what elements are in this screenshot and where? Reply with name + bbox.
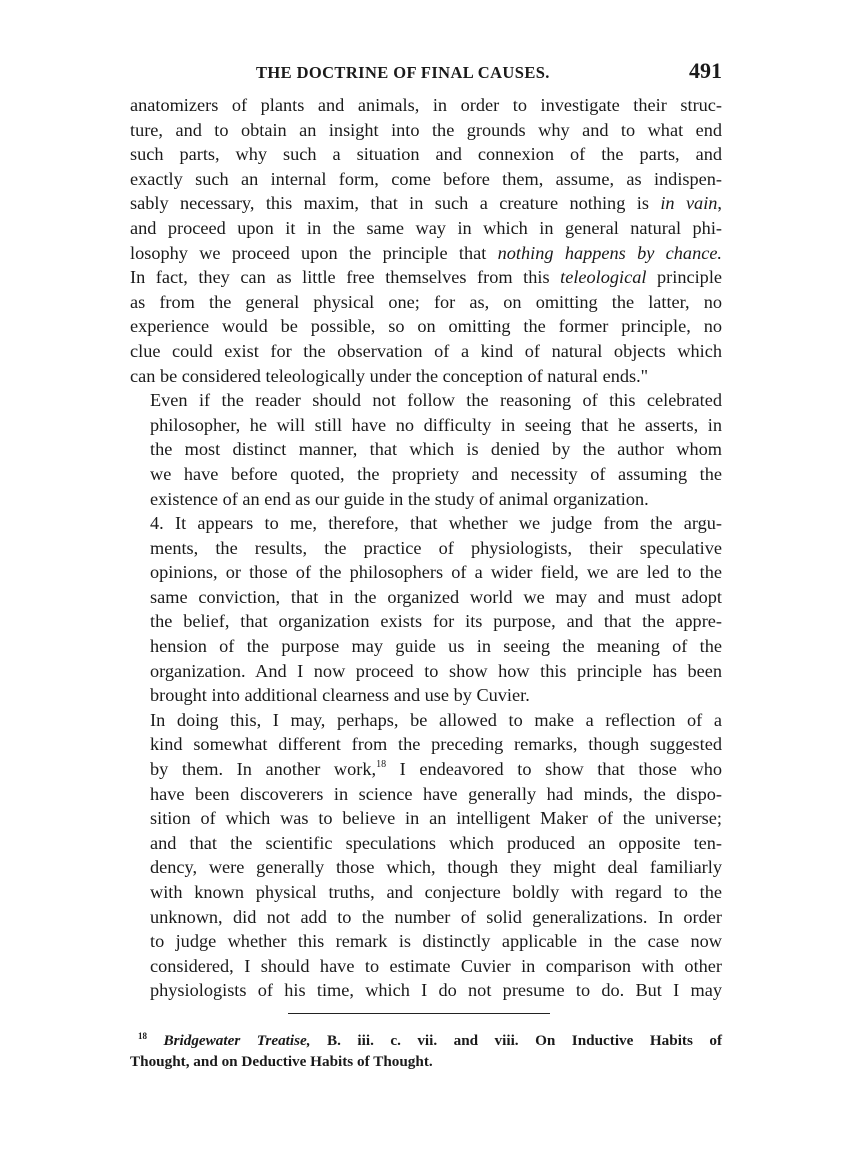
text-line [130, 339, 722, 364]
footnote [130, 1030, 722, 1072]
footnote-reference: 18 [376, 759, 387, 771]
text-run: unknown, did not add to the number of solid generalizations. In order [150, 906, 722, 927]
text-run: I endeavored to show that those who [386, 759, 723, 780]
text-run: philosopher, he will still have no difficulty in seeing that he asserts, in [150, 414, 722, 435]
text-run: physiologists of his time, which I do not presume to do. But I may [150, 980, 722, 1001]
text-line [130, 683, 722, 708]
text-run: sably necessary, this maxim, that in such a creature nothing is [130, 193, 661, 214]
text-run: In doing this, I may, perhaps, be allowed to make a reflection of a [150, 709, 722, 730]
text-line [130, 929, 722, 954]
text-run: dency, were generally those which, though they might deal familiarly [150, 857, 722, 878]
italic-text: nothing happens by chance. [497, 242, 723, 263]
text-run: sition of which was to believe in an intelligent Maker of the universe; [150, 808, 722, 829]
text-run: the belief, that organization exists for its purpose, and that the appre- [150, 611, 722, 632]
book-page [130, 58, 722, 1072]
text-run: same conviction, that in the organized world we may and must adopt [150, 586, 722, 607]
text-run: B. iii. c. vii. and viii. On Inductive Habits of [310, 1031, 723, 1049]
text-line [130, 585, 722, 610]
text-line [130, 782, 722, 807]
footnote-marker: 18 [138, 1030, 147, 1041]
text-run: with known physical truths, and conjecture boldly with regard to the [150, 882, 722, 902]
text-line [130, 609, 722, 634]
text-run: existence of an end as our guide in the study of animal organization. [150, 488, 649, 509]
text-line [130, 831, 722, 856]
text-run: hension of the purpose may guide us in seeing the meaning of the [150, 636, 722, 657]
text-line [130, 142, 722, 167]
text-run: 4. It appears to me, therefore, that whether we judge from the argu- [150, 513, 722, 534]
text-run: ture, and to obtain an insight into the grounds why and to what end [130, 119, 722, 140]
paragraph [130, 93, 722, 388]
text-line [130, 757, 722, 782]
text-run: anatomizers of plants and animals, in order to investigate their struc- [130, 95, 722, 115]
text-line [130, 167, 722, 192]
text-run: experience would be possible, so on omitting the former principle, no [130, 316, 722, 337]
paragraph [130, 511, 722, 708]
text-line [130, 93, 722, 118]
text-run: have been discoverers in science have generally had minds, the dispo- [150, 783, 722, 804]
text-run: ments, the results, the practice of physiologists, their speculative [150, 537, 722, 558]
text-line [130, 511, 722, 536]
text-line [130, 905, 722, 930]
footnote-rule [288, 1013, 550, 1014]
text-line [130, 413, 722, 438]
running-title: THE DOCTRINE OF FINAL CAUSES. [256, 63, 550, 82]
text-line [130, 978, 722, 1003]
text-run: In fact, they can as little free themselves from this [130, 267, 561, 288]
text-line [130, 659, 722, 684]
text-run: clue could exist for the observation of a kind of natural objects which [130, 340, 722, 361]
text-line [130, 388, 722, 413]
text-run: principle [646, 267, 723, 288]
text-line [130, 880, 722, 905]
text-line [130, 855, 722, 880]
footnote-line [130, 1051, 722, 1072]
text-run: exactly such an internal form, come before them, assume, as indispen- [130, 168, 722, 189]
text-line [130, 560, 722, 585]
text-run: as from the general physical one; for as, on omitting the latter, no [130, 291, 722, 312]
paragraph [130, 708, 722, 1003]
text-line [130, 536, 722, 561]
text-line [130, 487, 722, 512]
text-run: and proceed upon it in the same way in which in general natural phi- [130, 217, 722, 238]
text-run: we have before quoted, the propriety and necessity of assuming the [150, 463, 722, 484]
text-line [130, 437, 722, 462]
text-run: Thought, and on Deductive Habits of Thought. [130, 1052, 433, 1070]
text-run: brought into additional clearness and use by Cuvier. [150, 685, 530, 706]
text-run: and that the scientific speculations which produced an opposite ten- [150, 832, 722, 853]
running-head [130, 58, 722, 90]
text-line [130, 732, 722, 757]
text-line [130, 191, 722, 216]
text-line [130, 806, 722, 831]
text-line [130, 290, 722, 315]
text-run: organization. And I now proceed to show how this principle has been [150, 660, 722, 681]
italic-text: teleological [560, 267, 647, 288]
text-line [130, 118, 722, 143]
text-run: by them. In another work, [150, 759, 377, 780]
text-line [130, 634, 722, 659]
text-run: considered, I should have to estimate Cuvier in comparison with other [150, 955, 722, 976]
text-run: such parts, why such a situation and connexion of the parts, and [130, 144, 722, 165]
text-run: kind somewhat different from the preceding remarks, though suggested [150, 734, 722, 755]
text-run: Even if the reader should not follow the reasoning of this celebrated [150, 390, 722, 411]
text-line [130, 364, 722, 389]
text-run: to judge whether this remark is distinctly applicable in the case now [150, 931, 722, 952]
text-run: can be considered teleologically under the conception of natural ends." [130, 365, 649, 386]
text-line [130, 216, 722, 241]
italic-text: Bridgewater Treatise, [163, 1031, 311, 1049]
footnote-line [130, 1030, 722, 1051]
text-line [130, 708, 722, 733]
body-text [130, 93, 722, 1003]
text-run: opinions, or those of the philosophers of a wider field, we are led to the [150, 562, 722, 583]
italic-text: in vain [660, 193, 718, 214]
text-line [130, 954, 722, 979]
text-line [130, 462, 722, 487]
text-run: the most distinct manner, that which is denied by the author whom [150, 439, 722, 460]
text-line [130, 241, 722, 266]
text-line [130, 265, 722, 290]
text-run: losophy we proceed upon the principle that [130, 242, 498, 263]
page-number: 491 [689, 58, 722, 83]
text-run: , [717, 193, 722, 214]
text-line [130, 314, 722, 339]
paragraph [130, 388, 722, 511]
